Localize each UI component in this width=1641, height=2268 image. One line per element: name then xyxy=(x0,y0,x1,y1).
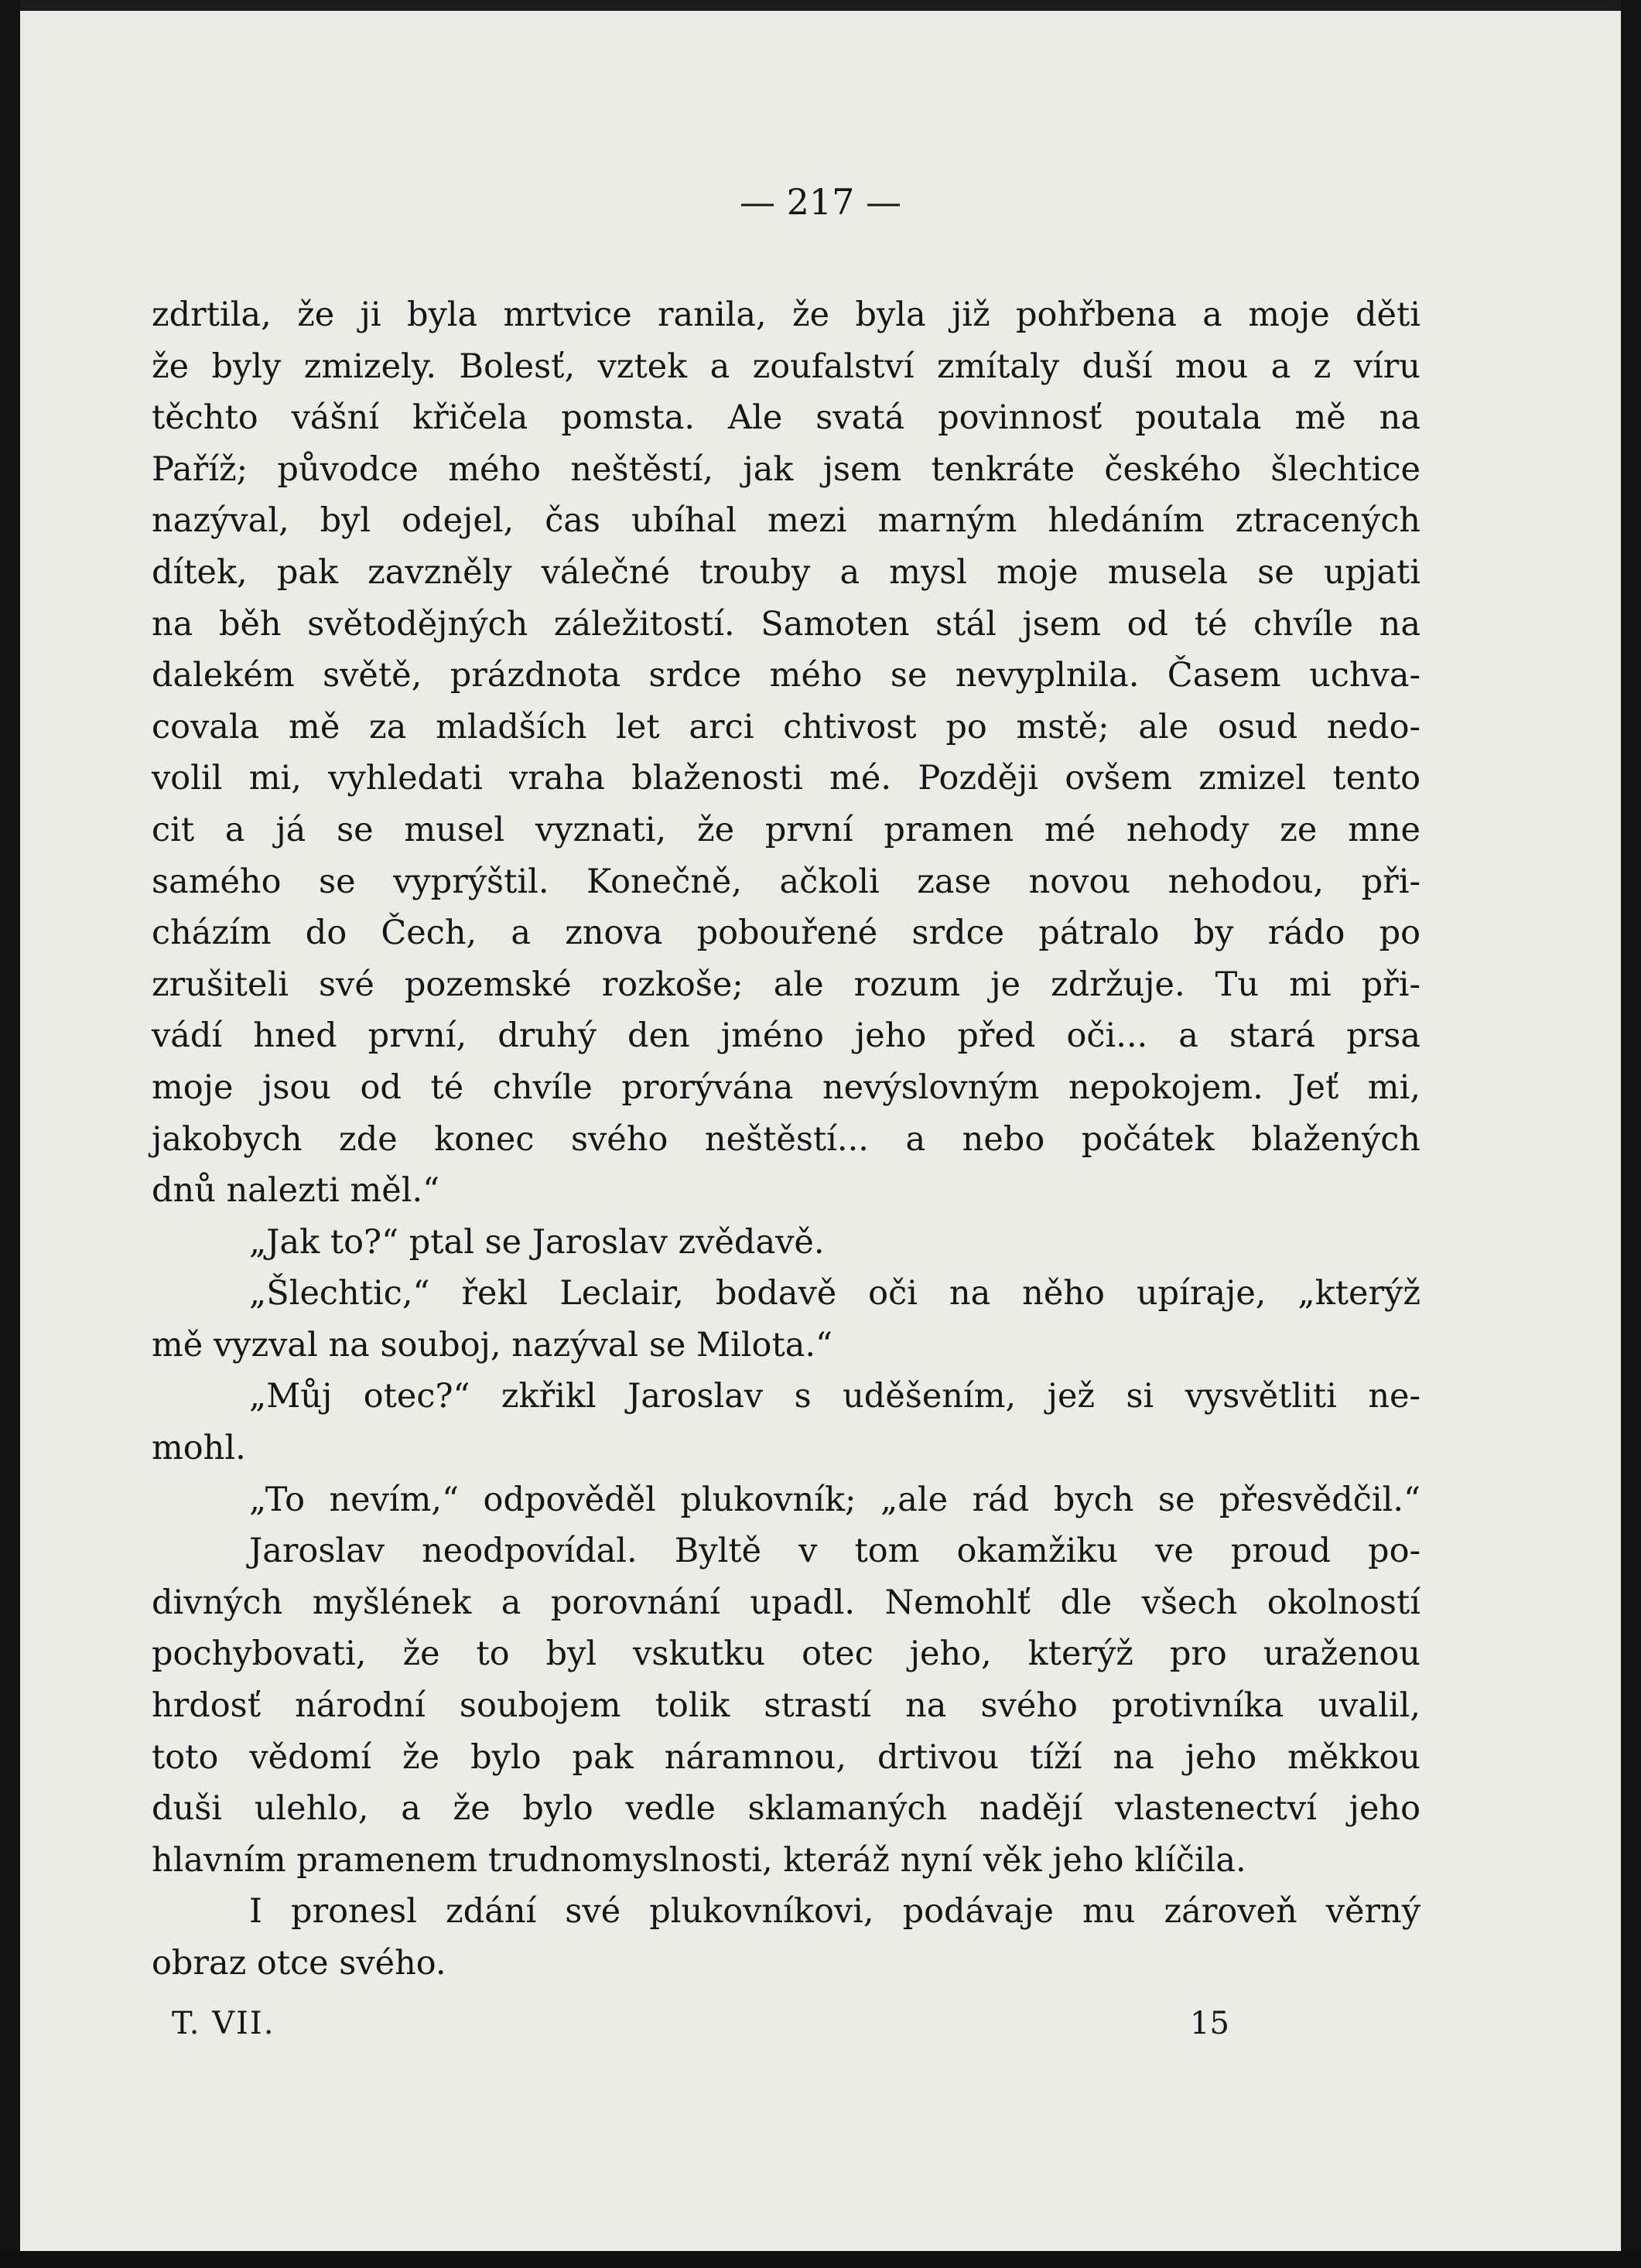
text-line: dítek, pak zavzněly válečné trouby a mysl moje musela se upjati xyxy=(152,552,1420,592)
signature-mark: T. VII. xyxy=(172,2006,275,2041)
scan-edge-top xyxy=(0,0,1641,11)
text-line: že byly zmizely. Bolesť, vztek a zoufalství zmítaly duší mou a z víru xyxy=(152,347,1420,386)
text-line: hlavním pramenem trudnomyslnosti, kteráž nyní věk jeho klíčila. xyxy=(152,1840,1246,1880)
text-line: mě vyzval na souboj, nazýval se Milota.“ xyxy=(152,1325,833,1365)
scan-edge-left xyxy=(0,0,20,2268)
text-line: I pronesl zdání své plukovníkovi, podávaje mu zároveň věrný xyxy=(249,1892,1420,1932)
text-line: „Jak to?“ ptal se Jaroslav zvědavě. xyxy=(249,1222,825,1262)
text-line: obraz otce svého. xyxy=(152,1944,446,1983)
text-line: na běh světodějných záležitostí. Samoten stál jsem od té chvíle na xyxy=(152,604,1420,644)
text-line: nazýval, byl odejel, čas ubíhal mezi marným hledáním ztracených xyxy=(152,501,1420,541)
text-line: „To nevím,“ odpověděl plukovník; „ale rád bych se přesvědčil.“ xyxy=(249,1480,1420,1519)
text-line: toto vědomí že bylo pak náramnou, drtivou tíží na jeho měkkou xyxy=(152,1737,1420,1777)
sheet-number: 15 xyxy=(1190,2006,1229,2041)
text-line: volil mi, vyhledati vraha blaženosti mé. Později ovšem zmizel tento xyxy=(152,759,1420,798)
text-line: zdrtila, že ji byla mrtvice ranila, že byla již pohřbena a moje děti xyxy=(152,295,1420,334)
text-line: divných myšlének a porovnání upadl. Nemohlť dle všech okolností xyxy=(152,1583,1420,1622)
text-line: „Šlechtic,“ řekl Leclair, bodavě oči na něho upíraje, „kterýž xyxy=(249,1274,1420,1313)
text-line: moje jsou od té chvíle prorývána nevýslovným nepokojem. Jeť mi, xyxy=(152,1067,1420,1107)
text-line: mohl. xyxy=(152,1429,246,1468)
page-footer xyxy=(0,2006,1641,2052)
text-line: hrdosť národní soubojem tolik strastí na svého protivníka uvalil, xyxy=(152,1686,1420,1726)
scan-edge-bottom xyxy=(0,2251,1641,2268)
text-line: cházím do Čech, a znova pobouřené srdce pátralo by rádo po xyxy=(152,914,1420,953)
text-line: vádí hned první, druhý den jméno jeho před oči... a stará prsa xyxy=(152,1016,1420,1056)
text-line: dalekém světě, prázdnota srdce mého se nevyplnila. Časem uchva- xyxy=(152,656,1420,695)
text-line: Jaroslav neodpovídal. Byltě v tom okamžiku ve proud po- xyxy=(249,1532,1420,1571)
text-line: „Můj otec?“ zkřikl Jaroslav s uděšením, jež si vysvětliti ne- xyxy=(249,1377,1420,1416)
text-line: Paříž; původce mého neštěstí, jak jsem tenkráte českého šlechtice xyxy=(152,449,1420,489)
text-line: samého se vyprýštil. Konečně, ačkoli zase novou nehodou, při- xyxy=(152,862,1420,901)
text-line: jakobych zde konec svého neštěstí... a nebo počátek blažených xyxy=(152,1119,1420,1159)
text-line: pochybovati, že to byl vskutku otec jeho, kterýž pro uraženou xyxy=(152,1634,1420,1674)
text-line: duši ulehlo, a že bylo vedle sklamaných nadějí vlastenectví jeho xyxy=(152,1789,1420,1829)
body-text xyxy=(152,289,1420,1990)
text-line: zrušiteli své pozemské rozkoše; ale rozum je zdržuje. Tu mi při- xyxy=(152,965,1420,1004)
text-line: cit a já se musel vyznati, že první pramen mé nehody ze mne xyxy=(152,810,1420,849)
scan-edge-right xyxy=(1621,0,1641,2268)
text-line: těchto vášní křičela pomsta. Ale svatá povinnosť poutala mě na xyxy=(152,398,1420,438)
page-number: — 217 — xyxy=(739,181,902,223)
text-line: covala mě za mladších let arci chtivost po mstě; ale osud nedo- xyxy=(152,707,1420,746)
text-line: dnů nalezti měl.“ xyxy=(152,1171,440,1211)
